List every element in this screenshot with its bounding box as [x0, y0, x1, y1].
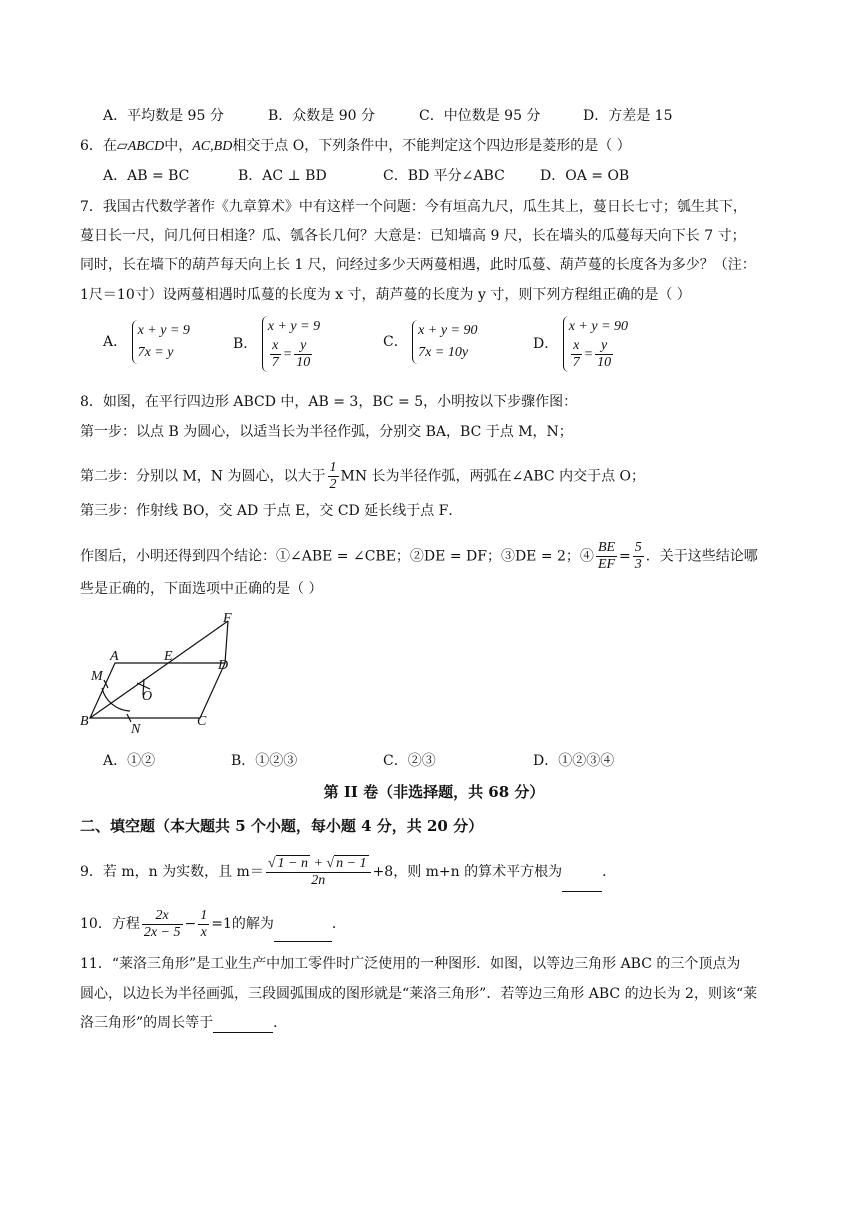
- label-o: O: [142, 689, 153, 704]
- q7-option-d: [533, 316, 628, 382]
- label-e: E: [164, 649, 173, 664]
- q8-conclusions: [80, 540, 758, 573]
- q7-option-b: [233, 316, 320, 382]
- q8-step2-post: MN 长为半径作弧，两弧在∠ABC 内交于点 O；: [340, 468, 646, 485]
- q6-stem-pre: 6．在: [80, 138, 117, 154]
- q8-line-1: 8．如图，在平行四边形 ABCD 中，AB = 3，BC = 5，小明按以下步骤作图：: [80, 394, 578, 410]
- q7-b-frac2: $\frac{y}{10}$: [296, 338, 311, 371]
- q10-post: =1的解为: [211, 916, 274, 932]
- q8-option-b: B．①②③: [231, 753, 298, 769]
- q7-option-c-label: C．: [383, 334, 408, 350]
- q9: [80, 852, 616, 892]
- q8-concl-pre: 作图后，小明还得到四个结论：①∠ABE = ∠CBE；②DE = DF；③DE = 2；④: [80, 548, 594, 565]
- q10-end: ．: [331, 916, 346, 932]
- q7-option-a-system: [132, 320, 190, 364]
- q10-frac2: $\frac{1}{x}$: [200, 907, 208, 940]
- line-df: [225, 621, 228, 663]
- q8-concl-post: ．关于这些结论哪: [645, 548, 758, 565]
- q7-a-eq2: 7x = y: [137, 345, 174, 360]
- q8-step2-frac: $\frac{1}{2}$: [329, 460, 337, 492]
- q7-b-eq2: [268, 338, 320, 372]
- q7-c-eq2: 7x = 10y: [418, 345, 469, 360]
- fill-in-title: 二、填空题（本大题共 5 个小题，每小题 4 分，共 20 分）: [80, 817, 484, 835]
- q7-option-d-system: [563, 316, 628, 372]
- q8-step2-pre: 第二步：分别以 M，N 为圆心，以大于: [80, 468, 326, 485]
- q10: [80, 906, 346, 942]
- q5-option-d: D．方差是 15: [583, 108, 673, 124]
- q8-option-d: D．①②③④: [533, 753, 615, 769]
- q7-option-b-system: [262, 316, 320, 372]
- q5-option-b: B．众数是 90 分: [268, 108, 376, 124]
- q7-d-eq1: x + y = 90: [568, 319, 629, 334]
- q8-figure: [80, 608, 250, 743]
- q5-option-c: C．中位数是 95 分: [419, 108, 541, 124]
- q8-option-c: C．②③: [383, 753, 436, 769]
- label-c: C: [197, 714, 207, 729]
- q11-line-1: 11．“莱洛三角形”是工业生产中加工零件时广泛使用的一种图形．如图，以等边三角形 ABC 的三个顶点为: [80, 956, 741, 972]
- q9-plus: +: [309, 855, 327, 871]
- q9-end: ．: [602, 864, 617, 880]
- q9-denominator: 2n: [311, 872, 326, 888]
- q11-end: ．: [273, 1015, 288, 1031]
- q7-d-frac2: $\frac{y}{10}$: [597, 338, 612, 371]
- q7-line-1: 7．我国古代数学著作《九章算术》中有这样一个问题：今有垣高九尺，瓜生其上，蔓日长七寸；瓠生其下，: [80, 199, 747, 215]
- label-b: B: [80, 714, 89, 729]
- q9-post: +8，则 m+n 的算术平方根为: [372, 864, 563, 880]
- q6-stem-vars: AC,BD: [192, 139, 233, 154]
- q10-pre: 10．方程: [80, 916, 140, 932]
- q11-line-2: 圆心，以边长为半径画弧，三段圆弧围成的图形就是“莱洛三角形”．若等边三角形 ABC 的边长为 2，则该“莱: [80, 986, 758, 1002]
- q6-stem-post: 相交于点 O，下列条件中，不能判定这个四边形是菱形的是（ ）: [232, 138, 631, 154]
- q7-b-frac1: $\frac{x}{7}$: [271, 338, 279, 371]
- q7-line-2: 蔓日长一尺，问几何日相逢？瓜、瓠各长几何？大意是：已知墙高 9 尺，长在墙头的瓜蔓每天向下长 7 寸；: [80, 228, 746, 244]
- q7-option-a-label: A．: [103, 334, 128, 350]
- q7-option-a: [103, 320, 190, 380]
- q9-sqrt-b: n − 1: [336, 855, 367, 871]
- section-2-title: 第 II 卷（非选择题，共 68 分）: [323, 783, 545, 801]
- label-n: N: [131, 722, 141, 737]
- q7-d-equals: =: [583, 347, 594, 362]
- q7-c-eq1: x + y = 90: [418, 323, 478, 338]
- q6-stem: [80, 136, 631, 157]
- q7-option-c: [383, 320, 478, 380]
- q6-stem-mid: 中，: [164, 138, 193, 154]
- q8-line-last: 些是正确的，下面选项中正确的是（ ）: [80, 581, 323, 597]
- q9-numerator: √ 1 − n + √ n − 1: [266, 856, 371, 873]
- q6-option-c: C．BD 平分∠ABC: [383, 168, 505, 184]
- q6-option-b: B．AC ⊥ BD: [238, 168, 327, 184]
- label-f: F: [223, 611, 232, 626]
- q11-answer-blank[interactable]: [213, 1014, 273, 1033]
- label-a: A: [110, 649, 119, 664]
- q7-d-frac1: $\frac{x}{7}$: [572, 338, 580, 371]
- q10-answer-blank[interactable]: [274, 923, 332, 942]
- q8-step-2: [80, 460, 645, 493]
- q8-concl-frac1: $\frac{BE}{EF}$: [597, 540, 616, 572]
- q7-line-3: 同时，长在墙下的葫芦每天向上长 1 尺，问经过多少天两蔓相遇，此时瓜蔓、葫芦蔓的长度各为多少？（注：: [80, 257, 756, 273]
- q5-option-a: A．平均数是 95 分: [103, 108, 224, 124]
- q6-option-a: A．AB = BC: [103, 168, 190, 184]
- q11-line3-text: 洛三角形”的周长等于: [80, 1015, 214, 1031]
- label-d: D: [218, 658, 229, 673]
- q8-concl-frac2: $\frac{5}{3}$: [634, 540, 642, 572]
- q10-frac1: $\frac{2x}{2x - 5}$: [143, 907, 181, 940]
- q9-sqrt-a: 1 − n: [277, 855, 308, 871]
- q9-answer-blank[interactable]: [562, 873, 602, 892]
- q11-line-3: [80, 1013, 287, 1033]
- q8-step-1: 第一步：以点 B 为圆心，以适当长为半径作弧，分别交 BA，BC 于点 M，N；: [80, 424, 573, 440]
- q7-option-c-system: [412, 320, 477, 364]
- q10-minus: −: [184, 916, 197, 932]
- q7-line-4: 1尺＝10寸）设两蔓相遇时瓜蔓的长度为 x 寸，葫芦蔓的长度为 y 寸，则下列方程组正确的是（ ）: [80, 287, 691, 303]
- q8-option-a: A．①②: [103, 753, 156, 769]
- q7-d-eq2: [569, 338, 628, 372]
- q7-b-eq1: x + y = 9: [267, 319, 321, 334]
- q9-fraction: [266, 856, 371, 889]
- q6-option-d: D．OA = OB: [540, 168, 630, 184]
- q7-option-d-label: D．: [533, 336, 559, 352]
- label-m: M: [91, 669, 103, 684]
- q7-a-eq1: x + y = 9: [137, 323, 190, 338]
- q7-b-equals: =: [282, 347, 293, 362]
- q9-pre: 9．若 m，n 为实数，且 m＝: [80, 864, 264, 880]
- q8-step-3: 第三步：作射线 BO，交 AD 于点 E，交 CD 延长线于点 F．: [80, 503, 463, 519]
- q7-option-b-label: B．: [233, 336, 258, 352]
- q8-concl-equals: =: [619, 548, 631, 565]
- q6-parallelogram-symbol: ▱ABCD: [116, 139, 165, 154]
